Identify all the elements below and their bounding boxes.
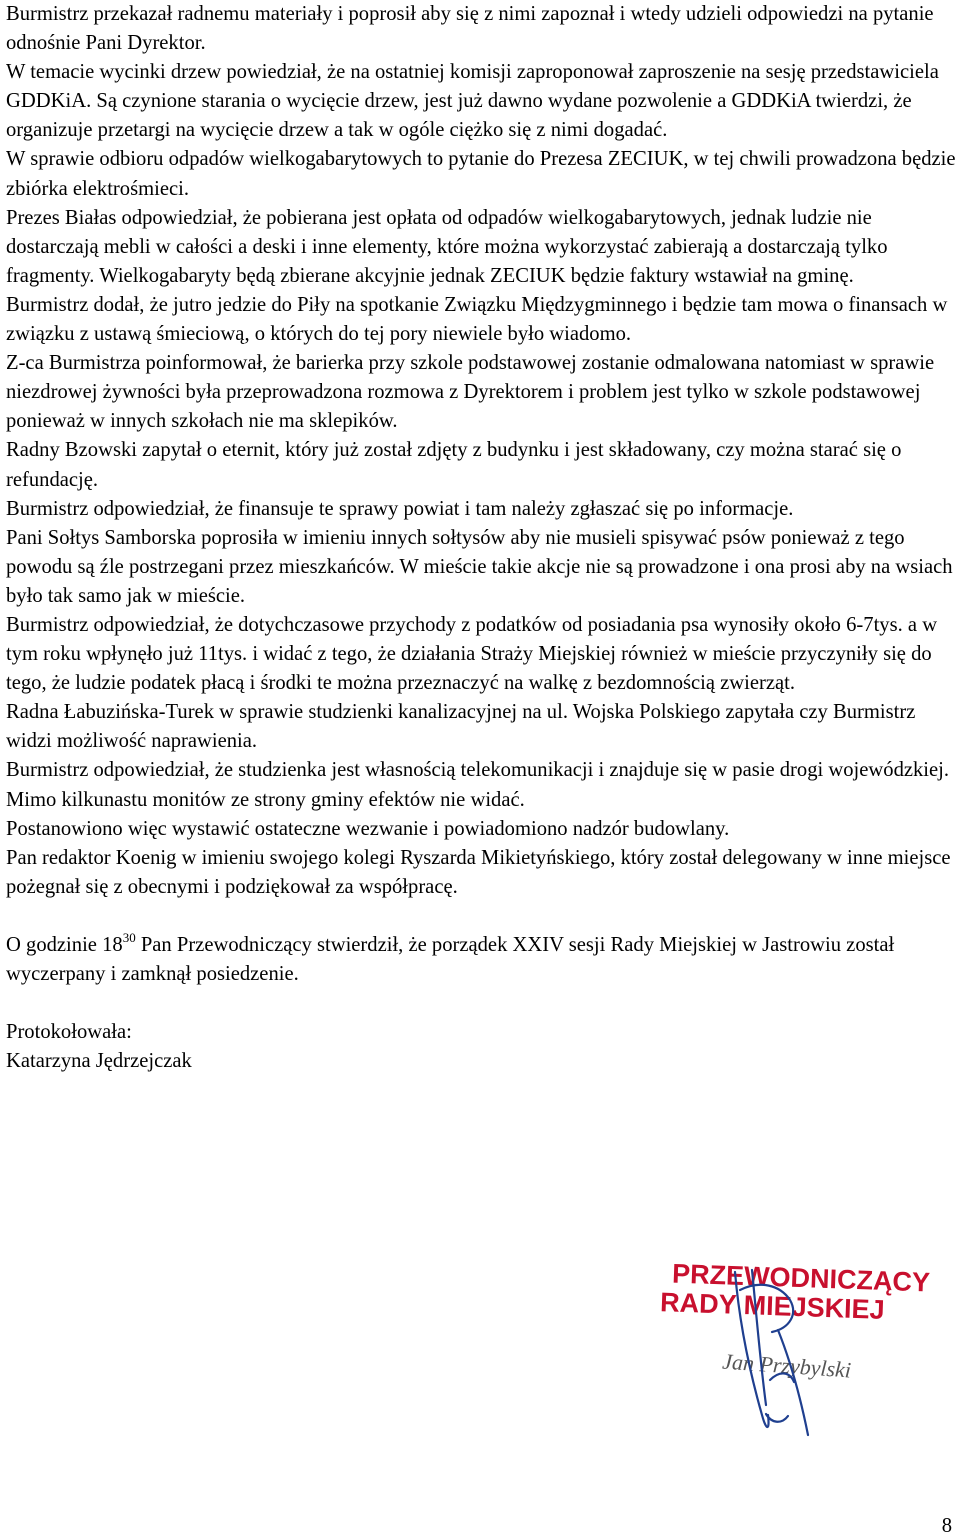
closing-prefix: O godzinie 18 [6,934,123,956]
paragraph: Pan redaktor Koenig w imieniu swojego kolegi Ryszarda Mikietyńskiego, który został delegowany w inne miejsce pożegnał się z obecnymi i podziękował za współpracę. [6,846,951,898]
signature-stroke [778,1330,808,1435]
official-stamp [640,1210,958,1450]
stamp-title-line2: RADY MIEJSKIEJ [659,1287,886,1325]
paragraph: W sprawie odbioru odpadów wielkogabarytowych to pytanie do Prezesa ZECIUK, w tej chwili prowadzona będzie zbiórka elektrośmieci. [6,148,956,200]
body-text [6,0,956,1076]
page-number: 8 [941,1515,952,1537]
paragraph: Postanowiono więc wystawić ostateczne wezwanie i powiadomiono nadzór budowlany. [6,817,730,840]
stamp-title-line1: PRZEWODNICZĄCY [671,1258,931,1298]
stamp-graphic [640,1210,958,1450]
paragraph: Burmistrz dodał, że jutro jedzie do Piły na spotkanie Związku Międzygminnego i będzie tam mowa o finansach w związku z ustawą śmieciową, o których do tej pory niewiele było wiadomo. [6,293,948,346]
signature-label: Protokołowała: [6,1021,132,1044]
paragraph: Burmistrz odpowiedział, że finansuje te sprawy powiat i tam należy zgłaszać się po informacje. [6,497,794,520]
closing-paragraph [6,931,956,989]
signature-name: Katarzyna Jędrzejczak [6,1050,192,1073]
paragraph: Burmistrz przekazał radnemu materiały i poprosił aby się z nimi zapoznał i wtedy udzieli odpowiedzi na pytanie odnośnie Pani Dyrektor. [6,3,934,55]
paragraph: Burmistrz odpowiedział, że studzienka jest własnością telekomunikacji i znajduje się w pasie drogi wojewódzkiej. Mimo kilkunastu monitów ze strony gminy efektów nie widać. [6,759,950,811]
paragraph: Pani Sołtys Samborska poprosiła w imieniu innych sołtysów aby nie musieli spisywać psów ponieważ z tego powodu są źle postrzegani przez mieszkańców. W mieście takie akcje nie są prowadzone i ona prosi aby na wsiach było tak samo jak w mieście. [6,526,953,607]
closing-suffix: Pan Przewodniczący stwierdził, że porządek XXIV sesji Rady Miejskiej w Jastrowiu został wyczerpany i zamknął posiedzenie. [6,934,895,986]
paragraph: Radny Bzowski zapytał o eternit, który już został zdjęty z budynku i jest składowany, czy można starać się o refundację. [6,439,902,491]
paragraph: Radna Łabuzińska-Turek w sprawie studzienki kanalizacyjnej na ul. Wojska Polskiego zapytała czy Burmistrz widzi możliwość naprawienia. [6,701,916,753]
blank-line [6,902,956,931]
stamp-name: Jan Przybylski [721,1348,852,1383]
paragraph: W temacie wycinki drzew powiedział, że na ostatniej komisji zaproponował zaproszenie na sesję przedstawiciela GDDKiA. Są czynione starania o wycięcie drzew, jest już dawno wydane pozwolenie a GDDKiA twierdzi, że organizuje przetargi na wycięcie drzew a tak w ogóle ciężko się z nimi dogadać. [6,61,939,142]
closing-superscript: 30 [122,930,136,946]
paragraph: Z-ca Burmistrza poinformował, że barierka przy szkole podstawowej zostanie odmalowana natomiast w sprawie niezdrowej żywności była przeprowadzona rozmowa z Dyrektorem i problem jest tylko w szkole podstawowej ponieważ w innych szkołach nie ma sklepików. [6,352,935,433]
paragraph: Burmistrz odpowiedział, że dotychczasowe przychody z podatków od posiadania psa wynosiły około 6-7tys. a w tym roku wpłynęło już 11tys. i widać z tego, że działania Straży Miejskiej również w mieście przyczyniły się do tego, że ludzie podatek płacą i środki te można przeznaczyć na walkę z bezdomnością zwierząt. [6,613,938,695]
blank-line [6,989,956,1018]
paragraph: Prezes Białas odpowiedział, że pobierana jest opłata od odpadów wielkogabarytowych, jednak ludzie nie dostarczają mebli w całości a deski i inne elementy, które można wykorzystać zabierają a dostarczają tylko fragmenty. Wielkogabaryty będą zbierane akcyjnie jednak ZECIUK będzie faktury wstawiał na gminę. [6,206,888,287]
